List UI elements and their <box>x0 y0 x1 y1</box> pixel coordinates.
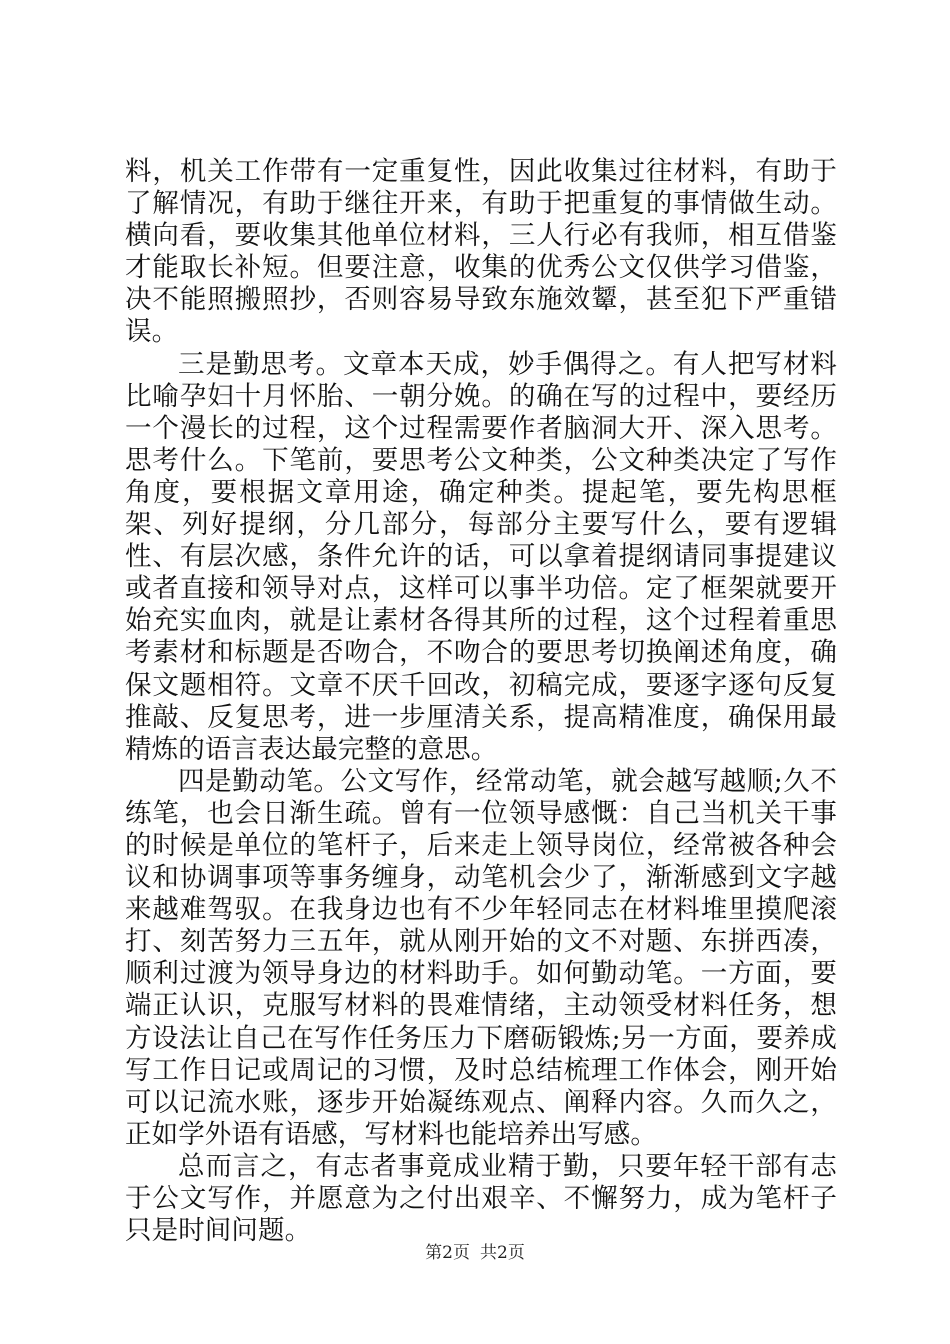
paragraph-think: 三是勤思考。文章本天成，妙手偶得之。有人把写材料比喻孕妇十月怀胎、一朝分娩。的确在写的过程中，要经历一个漫长的过程，这个过程需要作者脑洞大开、深入思考。思考什么。下笔前，要思考公文种类，公文种类决定了写作角度，要根据文章用途，确定种类。提起笔，要先构思框架、列好提纲，分几部分，每部分主要写什么，要有逻辑性、有层次感，条件允许的话，可以拿着提纲请同事提建议或者直接和领导对点，这样可以事半功倍。定了框架就要开始充实血肉，就是让素材各得其所的过程，这个过程着重思考素材和标题是否吻合，不吻合的要思考切换阐述角度，确保文题相符。文章不厌千回改，初稿完成，要逐字逐句反复推敲、反复思考，进一步厘清关系，提高精准度，确保用最精炼的语言表达最完整的意思。 <box>125 348 837 765</box>
page-footer <box>0 1242 950 1264</box>
page-total: 共2页 <box>480 1243 525 1263</box>
paragraph-write: 四是勤动笔。公文写作，经常动笔，就会越写越顺;久不练笔，也会日渐生疏。曾有一位领导感慨：自己当机关干事的时候是单位的笔杆子，后来走上领导岗位，经常被各种会议和协调事项等事务缠身，动笔机会少了，渐渐感到文字越来越难驾驭。在我身边也有不少年轻同志在材料堆里摸爬滚打、刻苦努力三五年，就从刚开始的文不对题、东拼西凑，顺利过渡为领导身边的材料助手。如何勤动笔。一方面，要端正认识，克服写材料的畏难情绪，主动领受材料任务，想方设法让自己在写作任务压力下磨砺锻炼;另一方面，要养成写工作日记或周记的习惯，及时总结梳理工作体会，刚开始可以记流水账，逐步开始凝练观点、阐释内容。久而久之，正如学外语有语感，写材料也能培养出写感。 <box>125 765 837 1150</box>
page-number: 第2页 <box>425 1243 470 1263</box>
paragraph-continuation: 料，机关工作带有一定重复性，因此收集过往材料，有助于了解情况，有助于继往开来，有助于把重复的事情做生动。横向看，要收集其他单位材料，三人行必有我师，相互借鉴才能取长补短。但要注意，收集的优秀公文仅供学习借鉴，决不能照搬照抄，否则容易导致东施效颦，甚至犯下严重错误。 <box>125 156 837 348</box>
document-body <box>125 156 837 1247</box>
paragraph-conclusion: 总而言之，有志者事竟成业精于勤，只要年轻干部有志于公文写作，并愿意为之付出艰辛、不懈努力，成为笔杆子只是时间问题。 <box>125 1150 837 1247</box>
